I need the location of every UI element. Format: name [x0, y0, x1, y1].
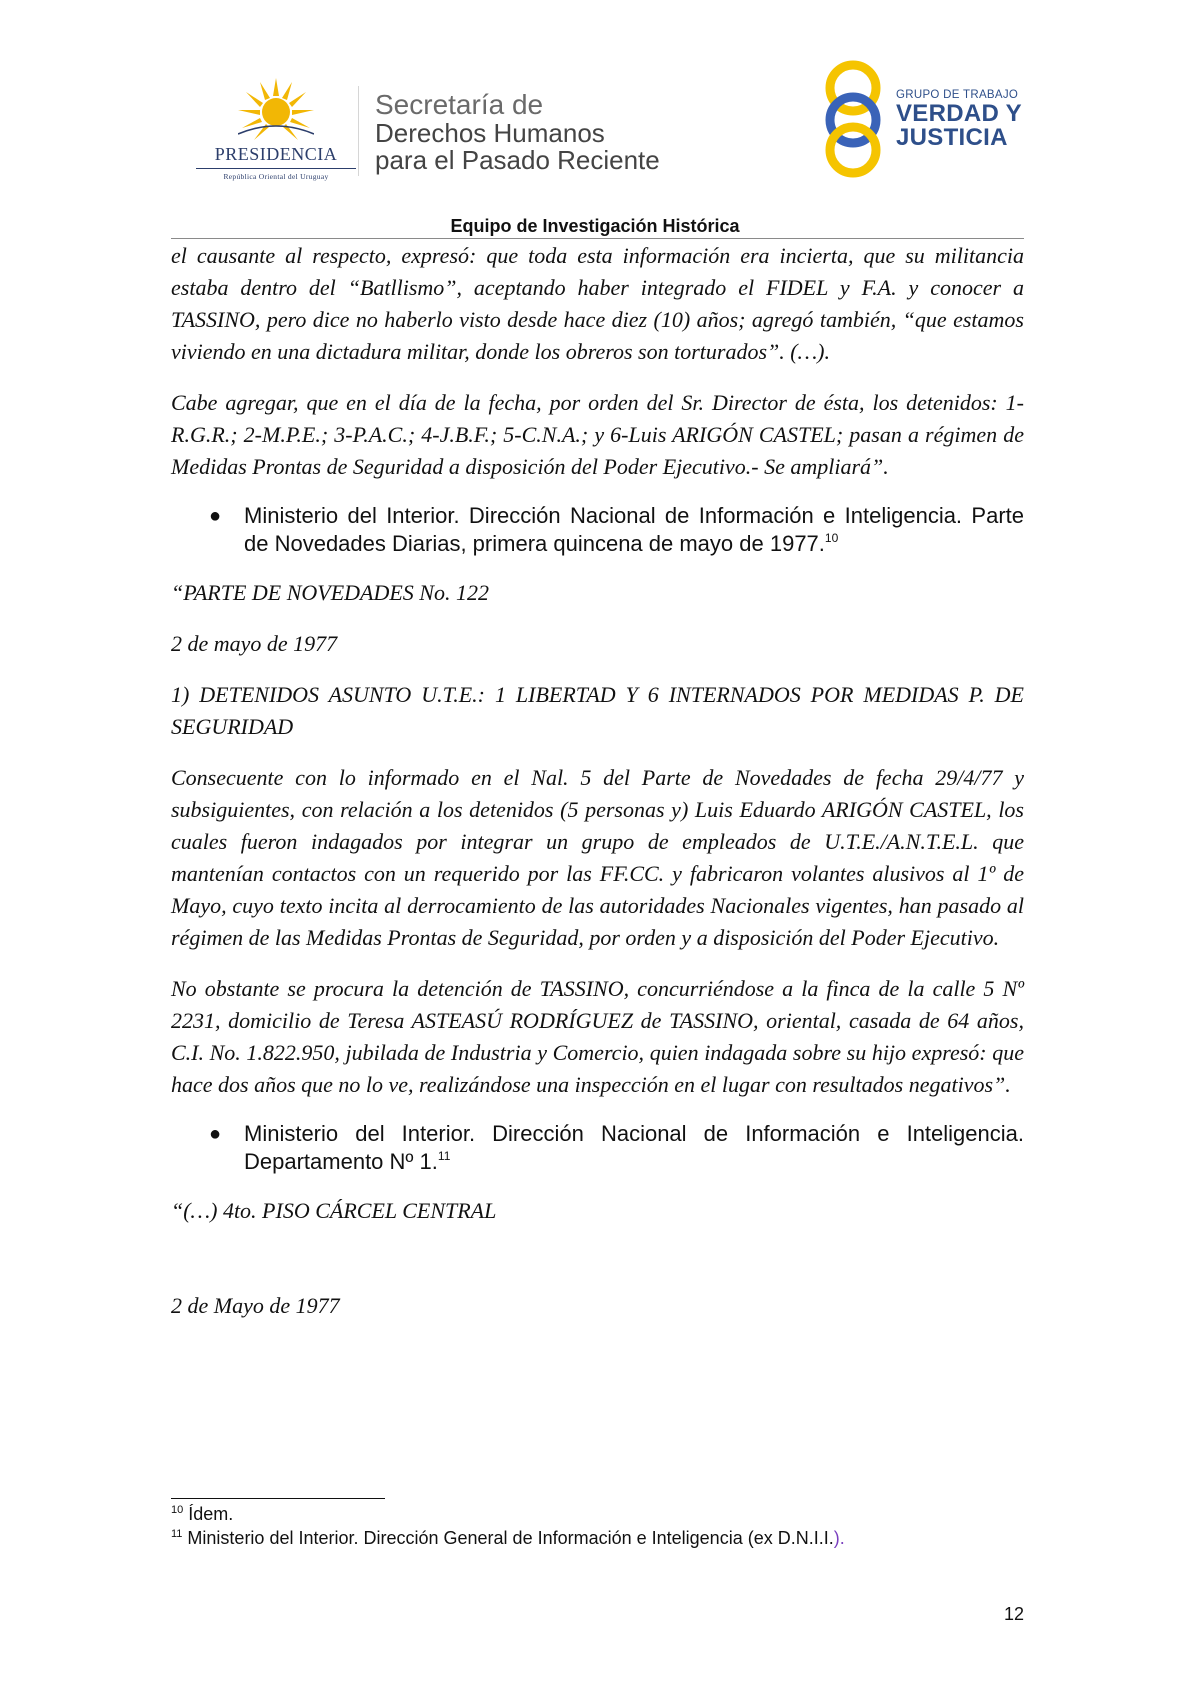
gtvj-line-2: VERDAD Y: [896, 100, 1022, 127]
footnote-10-number: 10: [171, 1504, 184, 1516]
presidencia-divider: [196, 168, 356, 169]
gtvj-text: [896, 88, 1022, 150]
gtvj-logo: [820, 58, 1030, 180]
paragraph-7: No obstante se procura la detención de TASSINO, concurriéndose a la finca de la calle 5 Nº 2231, domicilio de Teresa ASTEASÚ RODRÍGUEZ de TASSINO, oriental, casada de 64 años, C.I. No. 1.822.950, jubilada de Industria y Comercio, quien indagada sobre su hijo expresó: que hace dos años que no lo ve, realizándose una inspección en el lugar con resultados negativos”.: [171, 976, 1024, 1097]
footnote-rule: [171, 1498, 385, 1499]
header-vertical-divider: [358, 86, 359, 176]
footnote-11-number: 11: [171, 1528, 183, 1540]
bullet-dot: ●: [209, 1123, 222, 1145]
source-bullet-1: [171, 502, 1024, 558]
footnote-11-text: Ministerio del Interior. Dirección General de Información e Inteligencia (ex D.N.I.I.: [182, 1528, 834, 1548]
header-rule: [171, 238, 1024, 239]
paragraph-9: 2 de Mayo de 1977: [171, 1293, 340, 1318]
gtvj-line-1: GRUPO DE TRABAJO: [896, 89, 1019, 101]
republica-label: República Oriental del Uruguay: [223, 172, 329, 181]
secretaria-line-1: Secretaría de: [375, 89, 544, 120]
page-number: 12: [1003, 1604, 1024, 1624]
paragraph-6: Consecuente con lo informado en el Nal. 5 del Parte de Novedades de fecha 29/4/77 y subsiguientes, con relación a los detenidos (5 personas y) Luis Eduardo ARIGÓN CASTEL, los cuales fueron indagados por integrar un grupo de empleados de U.T.E./A.N.T.E.L. que mantenían contactos con un requerido por las FF.CC. y fabricaron volantes alusivos al 1º de Mayo, cuyo texto incita al derrocamiento de las autoridades Nacionales vigentes, han pasado al régimen de las Medidas Prontas de Seguridad, por orden y a disposición del Poder Ejecutivo.: [171, 765, 1024, 950]
spacer: [171, 1246, 1024, 1290]
paragraph-3: “PARTE DE NOVEDADES No. 122: [171, 580, 489, 605]
source-bullet-1-text: Ministerio del Interior. Dirección Nacional de Información e Inteligencia. Parte de Novedades Diarias, primera quincena de mayo de 1977.: [244, 503, 1024, 556]
footnote-ref-11[interactable]: 11: [437, 1149, 451, 1163]
sun-icon: [238, 78, 314, 142]
footnote-10-text: Ídem.: [183, 1504, 234, 1524]
secretaria-title: [375, 90, 660, 174]
footnote-10: [171, 1502, 1024, 1526]
secretaria-line-3: para el Pasado Reciente: [375, 145, 660, 175]
gtvj-line-3: JUSTICIA: [896, 124, 1008, 151]
footnote-11-tail: ).: [833, 1528, 845, 1548]
footnote-11: [171, 1526, 1024, 1550]
document-body: [171, 240, 1024, 1341]
rings-icon: [820, 58, 886, 180]
footnotes: [171, 1502, 1024, 1550]
paragraph-2: Cabe agregar, que en el día de la fecha, por orden del Sr. Director de ésta, los detenidos: 1- R.G.R.; 2-M.P.E.; 3-P.A.C.; 4-J.B.F.; 5-C.N.A.; y 6-Luis ARIGÓN CASTEL; pasan a régimen de Medidas Prontas de Seguridad a disposición del Poder Ejecutivo.- Se ampliará”.: [171, 390, 1024, 479]
source-bullet-2-text: Ministerio del Interior. Dirección Nacional de Información e Inteligencia. Departamento Nº 1.: [244, 1121, 1024, 1174]
presidencia-label: PRESIDENCIA: [214, 144, 338, 164]
source-bullet-2: [171, 1120, 1024, 1176]
paragraph-1: el causante al respecto, expresó: que toda esta información era incierta, que su militancia estaba dentro del “Batllismo”, aceptando haber integrado el FIDEL y F.A. y conocer a TASSINO, pero dice no haberlo visto desde hace diez (10) años; agregó también, “que estamos viviendo en una dictadura militar, donde los obreros son torturados”. (…).: [171, 243, 1024, 364]
presidencia-logo: [196, 78, 356, 184]
paragraph-8: “(…) 4to. PISO CÁRCEL CENTRAL: [171, 1198, 497, 1223]
footnote-ref-10[interactable]: 10: [824, 531, 839, 545]
bullet-dot: ●: [209, 505, 222, 527]
paragraph-4: 2 de mayo de 1977: [171, 631, 338, 656]
secretaria-line-2: Derechos Humanos: [375, 118, 605, 148]
paragraph-5: 1) DETENIDOS ASUNTO U.T.E.: 1 LIBERTAD Y 6 INTERNADOS POR MEDIDAS P. DE SEGURIDAD: [171, 682, 1024, 739]
running-header: Equipo de Investigación Histórica: [450, 216, 740, 236]
